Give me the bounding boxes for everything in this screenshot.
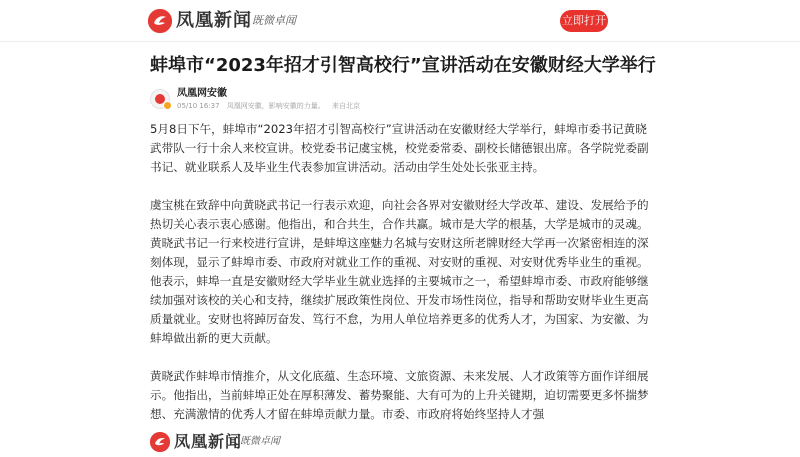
- author-description: 凤凰网安徽，影响安徽的力量。: [226, 102, 325, 110]
- open-app-button[interactable]: 立即打开: [560, 10, 608, 32]
- page-indicator: [372, 452, 432, 456]
- verified-badge-icon: [163, 101, 172, 110]
- brand-name[interactable]: 凤凰新闻: [176, 10, 252, 31]
- article-title: 蚌埠市“2023年招才引智高校行”宣讲活动在安徽财经大学举行: [150, 55, 656, 76]
- publish-date: 05/10 16:37: [177, 102, 220, 110]
- article-paragraph: 黄晓武作蚌埠市情推介，从文化底蕴、生态环境、文旅资源、未来发展、人才政策等方面作详细展示。他指出，当前蚌埠正处在厚积薄发、蓄势聚能、大有可为的上升关键期，迫切需要更多怀揣梦想、充满激情的优秀人才留在蚌埠贡献力量。市委、市政府将始终坚持人才强: [150, 369, 649, 421]
- author-name[interactable]: 凤凰网安徽: [177, 88, 227, 99]
- article-paragraph: 5月8日下午，蚌埠市“2023年招才引智高校行”宣讲活动在安徽财经大学举行，蚌埠市委书记黄晓武带队一行十余人来校宣讲。校党委书记虞宝桃，校党委常委、副校长储德银出席。各学院党委副书记、就业联系人及毕业生代表参加宣讲活动。活动由学生处处长张亚主持。: [150, 122, 649, 174]
- brand-slogan: 既微卓闻: [252, 14, 296, 27]
- author-location: 来自北京: [332, 102, 361, 110]
- bottom-brand-slogan: 既微卓闻: [240, 436, 280, 447]
- bottom-phoenix-logo-icon[interactable]: [150, 432, 170, 452]
- phoenix-logo-icon[interactable]: [148, 9, 172, 33]
- top-app-bar: [0, 0, 800, 42]
- author-meta: [177, 101, 365, 111]
- article-body: [150, 120, 650, 443]
- article-paragraph: 虞宝桃在致辞中向黄晓武书记一行表示欢迎，向社会各界对安徽财经大学改革、建设、发展给予的热切关心表示衷心感谢。他指出，和合共生，合作共赢。城市是大学的根基，大学是城市的灵魂。黄晓武书记一行来校进行宣讲，是蚌埠这座魅力名城与安财这所老牌财经大学再一次紧密相连的深刻体现，显示了蚌埠市委、市政府对就业工作的重视、对安财的重视、对安财优秀毕业生的重视。他表示，蚌埠一直是安徽财经大学毕业生就业选择的主要城市之一，希望蚌埠市委、市政府能够继续加强对该校的关心和支持，继续扩展政策性岗位、开发市场性岗位，指导和帮助安财毕业生更高质量就业。安财也将踔厉奋发、笃行不怠，为用人单位培养更多的优秀人才，为国家、为安徽、为蚌埠做出新的更大贡献。: [150, 198, 649, 345]
- bottom-brand-name[interactable]: 凤凰新闻: [174, 432, 243, 451]
